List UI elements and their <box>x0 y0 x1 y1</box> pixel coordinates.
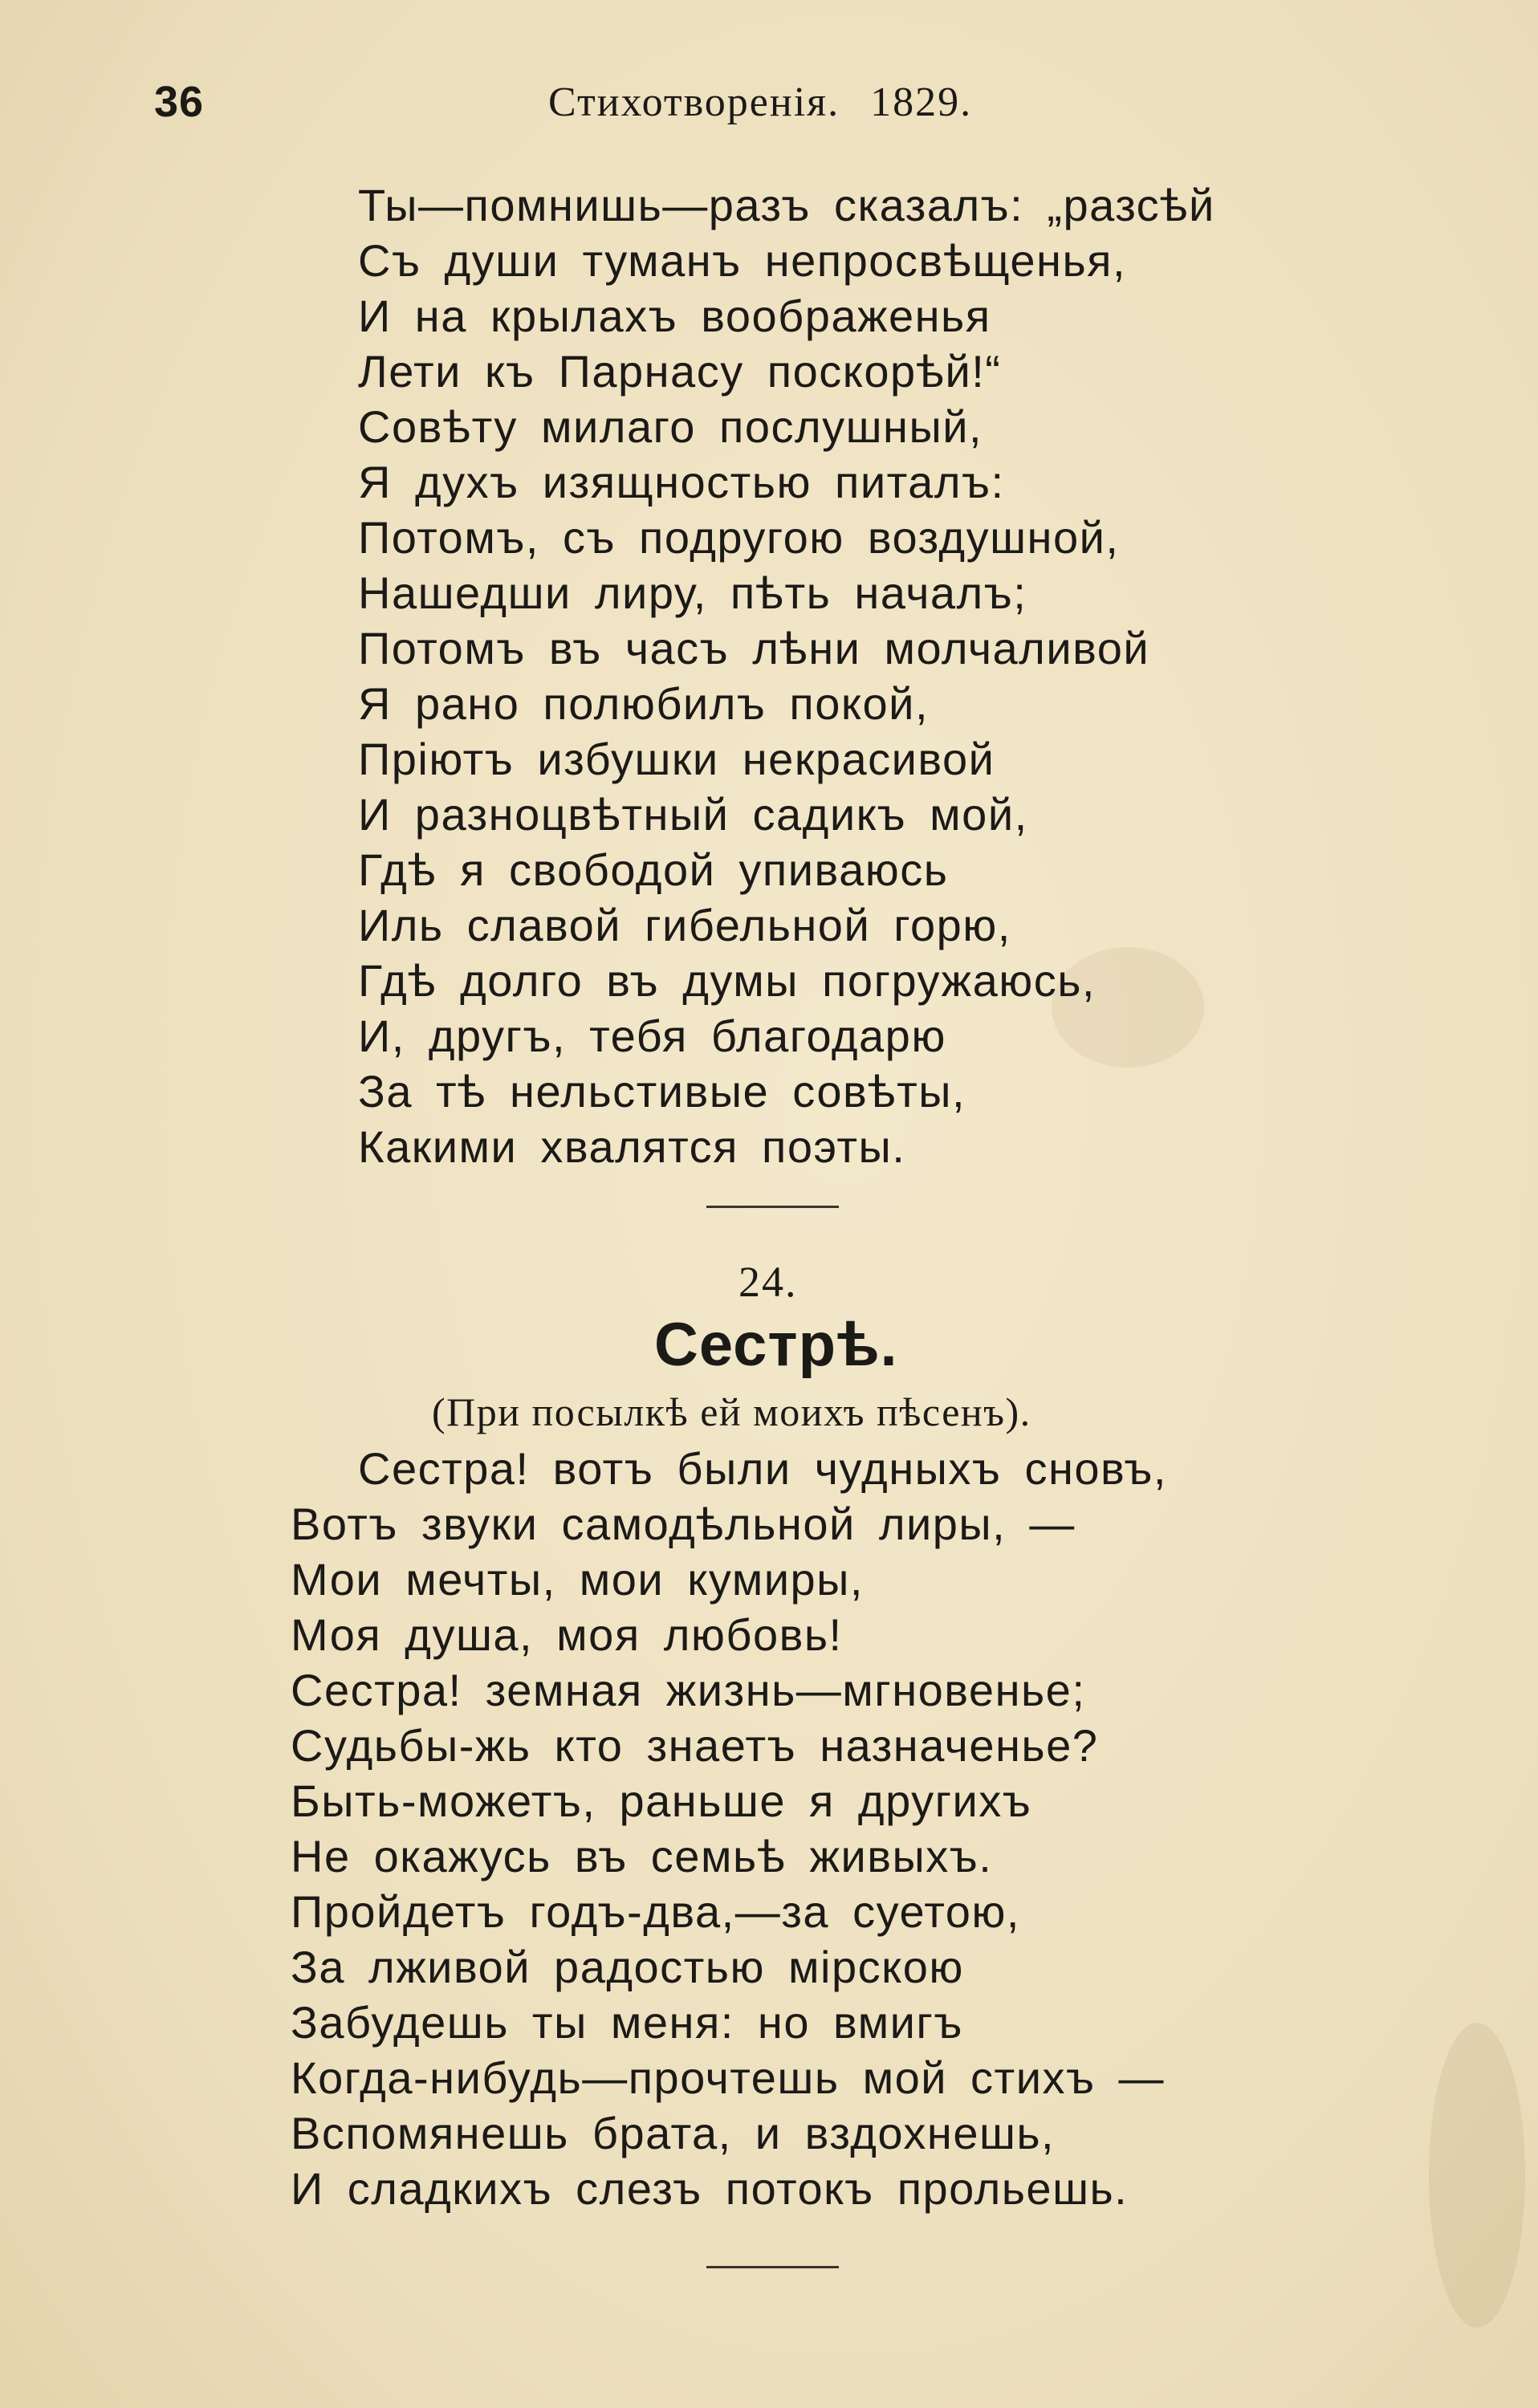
poem-line: Моя душа, моя любовь! <box>291 1609 843 1660</box>
poem-line: И сладкихъ слезъ потокъ прольешь. <box>291 2163 1129 2214</box>
poem-line: Я духъ изящностью питалъ: <box>358 457 1005 507</box>
section-divider <box>706 2266 839 2268</box>
poem-line: Быть-можетъ, раньше я другихъ <box>291 1775 1032 1826</box>
poem-line: Мои мечты, мои кумиры, <box>291 1554 864 1605</box>
poem-line: Ты—помнишь—разъ сказалъ: „разсѣй <box>358 180 1215 230</box>
poem-line: Сестра! вотъ были чудныхъ сновъ, <box>358 1443 1167 1494</box>
running-title: Стихотворенія. <box>548 79 840 125</box>
poem-line: И на крылахъ воображенья <box>358 291 991 341</box>
page-number: 36 <box>154 78 205 126</box>
running-head <box>548 79 972 126</box>
poem-line: Лети къ Парнасу поскорѣй!“ <box>358 346 1002 397</box>
poem-line: Потомъ, съ подругою воздушной, <box>358 512 1120 563</box>
poem-line: За лживой радостью мірскою <box>291 1942 964 1992</box>
poem-line: Какими хвалятся поэты. <box>358 1121 906 1172</box>
poem-number: 24. <box>738 1258 798 1306</box>
poem-line: Не окажусь въ семьѣ живыхъ. <box>291 1831 993 1881</box>
poem-line: Гдѣ я свободой упиваюсь <box>358 844 949 895</box>
poem-line: И разноцвѣтный садикъ мой, <box>358 789 1028 840</box>
poem-line: За тѣ нельстивые совѣты, <box>358 1066 966 1117</box>
poem-line: Иль славой гибельной горю, <box>358 900 1011 950</box>
poem-line: И, другъ, тебя благодарю <box>358 1011 946 1061</box>
poem-line: Пріютъ избушки некрасивой <box>358 734 995 784</box>
poem-line: Забудешь ты меня: но вмигъ <box>291 1997 963 2048</box>
paper-stain <box>1429 2023 1525 2328</box>
poem-line: Нашедши лиру, пѣть началъ; <box>358 567 1027 618</box>
poem-line: Я рано полюбилъ покой, <box>358 678 930 729</box>
poem-line: Гдѣ долго въ думы погружаюсь, <box>358 955 1096 1006</box>
poem-line: Съ души туманъ непросвѣщенья, <box>358 235 1127 286</box>
section-divider <box>706 1206 839 1208</box>
poem-line: Судьбы-жь кто знаетъ назначенье? <box>291 1720 1099 1771</box>
poem-line: Совѣту милаго послушный, <box>358 401 983 452</box>
poem-line: Сестра! земная жизнь—мгновенье; <box>291 1665 1086 1715</box>
poem-line: Вспомянешь брата, и вздохнешь, <box>291 2108 1056 2158</box>
poem-line: Потомъ въ часъ лѣни молчаливой <box>358 623 1150 673</box>
running-year: 1829. <box>870 79 973 125</box>
poem-subtitle: (При посылкѣ ей моихъ пѣсенъ). <box>432 1389 1031 1434</box>
poem-line: Пройдетъ годъ-два,—за суетою, <box>291 1886 1020 1937</box>
poem-line: Вотъ звуки самодѣльной лиры, — <box>291 1499 1076 1549</box>
poem-title: Сестрѣ. <box>654 1311 898 1379</box>
poem-line: Когда-нибудь—прочтешь мой стихъ — <box>291 2052 1166 2103</box>
